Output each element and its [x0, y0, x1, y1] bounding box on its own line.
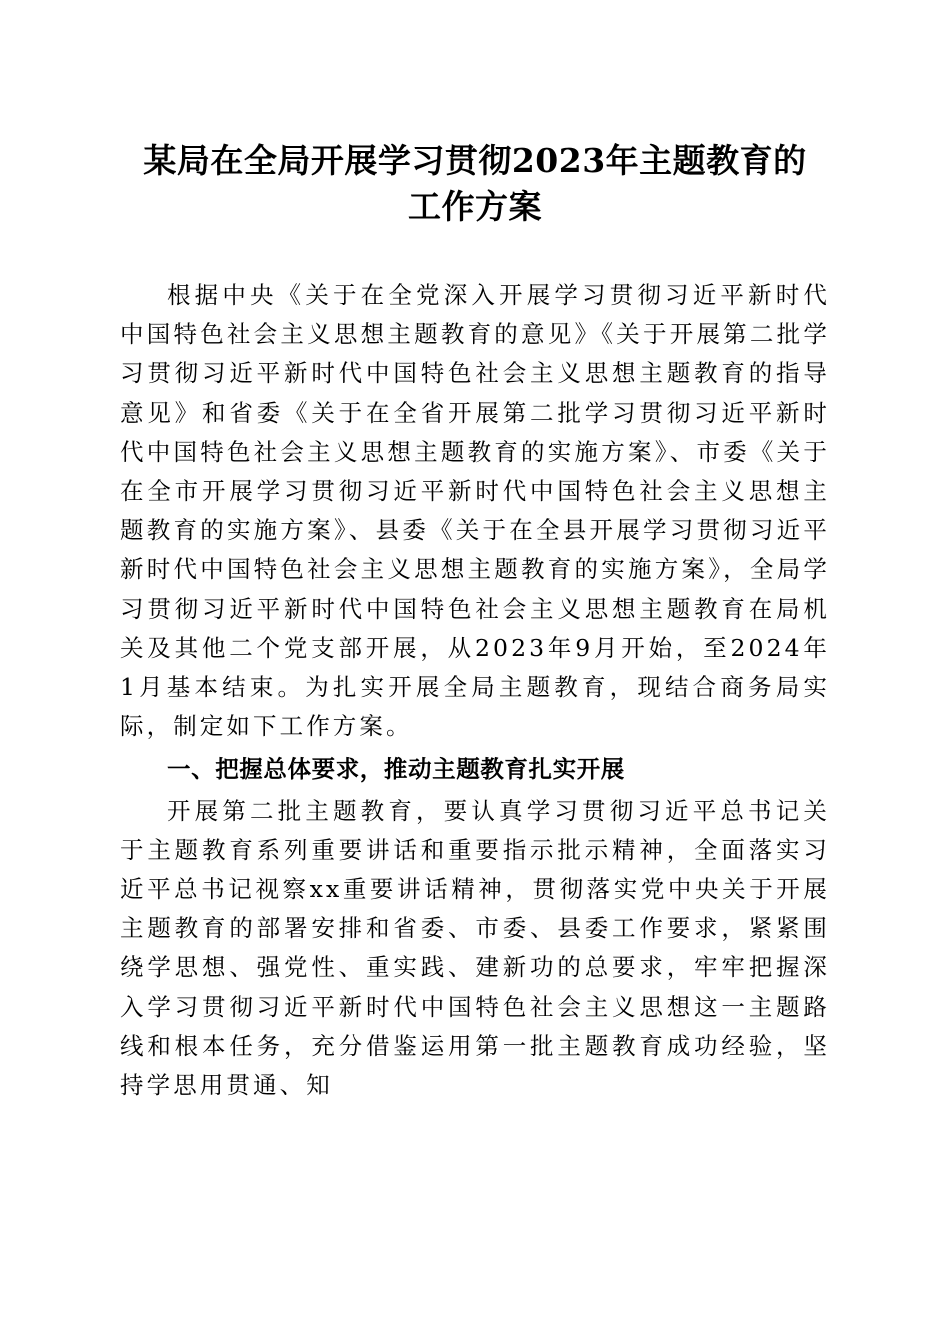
document-page — [120, 138, 830, 1105]
document-title — [120, 138, 830, 230]
intro-paragraph: 根据中央《关于在全党深入开展学习贯彻习近平新时代中国特色社会主义思想主题教育的意见》《关于开展第二批学习贯彻习近平新时代中国特色社会主义思想主题教育的指导意见》和省委《关于在全省开展第二批学习贯彻习近平新时代中国特色社会主义思想主题教育的实施方案》、市委《关于在全市开展学习贯彻习近平新时代中国特色社会主义思想主题教育的实施方案》、县委《关于在全县开展学习贯彻习近平新时代中国特色社会主义思想主题教育的实施方案》，全局学习贯彻习近平新时代中国特色社会主义思想主题教育在局机关及其他二个党支部开展，从2023年9月开始，至2024年1月基本结束。为扎实开展全局主题教育，现结合商务局实际，制定如下工作方案。 — [120, 281, 830, 741]
section-1-paragraph: 开展第二批主题教育，要认真学习贯彻习近平总书记关于主题教育系列重要讲话和重要指示批示精神，全面落实习近平总书记视察xx重要讲话精神，贯彻落实党中央关于开展主题教育的部署安排和省委、市委、县委工作要求，紧紧围绕学思想、强党性、重实践、建新功的总要求，牢牢把握深入学习贯彻习近平新时代中国特色社会主义思想这一主题路线和根本任务，充分借鉴运用第一批主题教育成功经验，坚持学思用贯通、知 — [120, 796, 830, 1100]
title-line-2: 工作方案 — [408, 187, 542, 226]
title-line-1: 某局在全局开展学习贯彻2023年主题教育的 — [143, 141, 807, 180]
section-1-heading: 一、把握总体要求，推动主题教育扎实开展 — [167, 755, 625, 784]
